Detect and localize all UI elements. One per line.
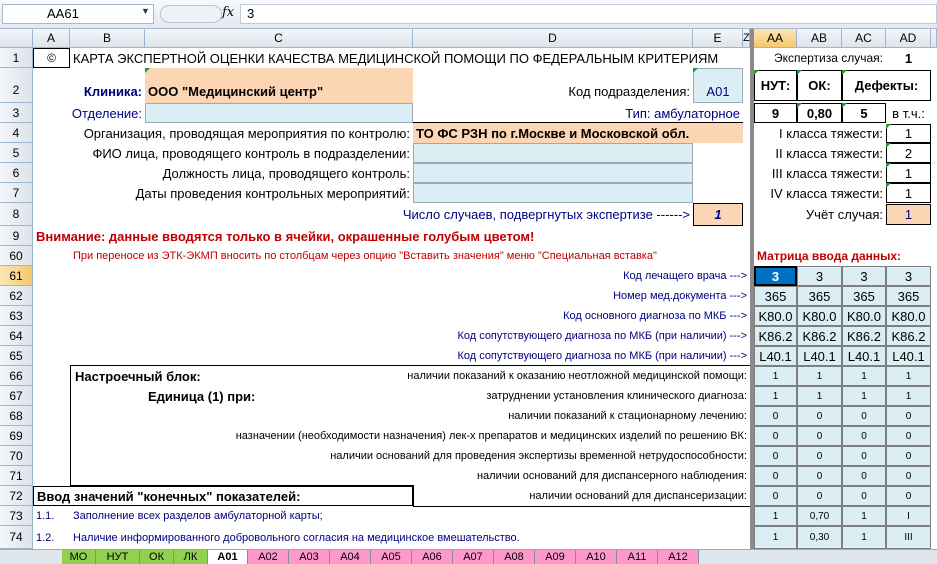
matrix-cell[interactable]: 0	[842, 466, 886, 486]
matrix-cell[interactable]: 1	[886, 386, 931, 406]
org-value[interactable]: ТО ФС РЗН по г.Москве и Московской обл.	[413, 123, 743, 143]
matrix-cell[interactable]: L40.1	[754, 346, 797, 366]
criterion-dispensary: наличии оснований для диспансерного наблюдения:	[476, 470, 747, 482]
class2-label: II класса тяжести:	[775, 145, 883, 161]
setup-block-label: Настроечный блок:	[75, 368, 201, 384]
sheet-tab[interactable]: А01	[208, 550, 248, 564]
matrix-cell[interactable]: K80.0	[842, 306, 886, 326]
matrix-cell[interactable]: 0	[754, 406, 797, 426]
sheet-tab[interactable]: А02	[248, 550, 289, 564]
matrix-cell[interactable]: 1	[754, 526, 797, 549]
sheet-tab[interactable]: ОК	[140, 550, 174, 564]
defects-value: 5	[842, 103, 886, 123]
row-header[interactable]: 65	[0, 346, 33, 366]
matrix-cell[interactable]: 0	[842, 486, 886, 506]
row-header[interactable]: 63	[0, 306, 33, 326]
matrix-cell[interactable]: 0	[886, 486, 931, 506]
col-header-b[interactable]: B	[70, 29, 145, 48]
sheet-tab[interactable]: А06	[412, 550, 453, 564]
department-label: Отделение:	[71, 105, 142, 121]
ok-label: ОК:	[797, 70, 842, 101]
row-header[interactable]: 74	[0, 526, 33, 549]
row-header[interactable]: 72	[0, 486, 33, 506]
org-label: Организация, проводящая мероприятия по контролю:	[83, 125, 410, 141]
col-header-z[interactable]: Z	[743, 29, 750, 48]
unit-when-label: Единица (1) при:	[148, 388, 256, 404]
concomitant-diagnosis-label: Код сопутствующего диагноза по МКБ (при наличии) --->	[457, 330, 747, 342]
criterion-disability: наличии оснований для проведения экспертизы временной нетрудоспособности:	[330, 450, 747, 462]
position-input[interactable]	[413, 163, 693, 183]
row-header[interactable]: 67	[0, 386, 33, 406]
main-diagnosis-label: Код основного диагноза по МКБ --->	[563, 310, 747, 322]
defects-label: Дефекты:	[842, 70, 931, 101]
exam-value: 1	[904, 50, 913, 66]
row-header[interactable]: 68	[0, 406, 33, 426]
row-header[interactable]: 64	[0, 326, 33, 346]
matrix-cell[interactable]: 1	[842, 526, 886, 549]
class3-value: 1	[886, 163, 931, 183]
row-header[interactable]: 5	[0, 143, 33, 163]
transfer-note: При переносе из ЭТК-ЭКМП вносить по столбцам через опцию "Вставить значения" меню "Специальная вставка"	[73, 250, 657, 262]
matrix-cell[interactable]: 0	[842, 446, 886, 466]
final-values-label: Ввод значений "конечных" показателей:	[33, 486, 413, 506]
row-header[interactable]: 8	[0, 203, 33, 226]
unit-code-label: Код подразделения:	[568, 84, 690, 99]
person-input[interactable]	[413, 143, 693, 163]
doctor-code-label: Код лечащего врача --->	[623, 270, 747, 282]
col-header-c[interactable]: C	[145, 29, 413, 48]
matrix-cell[interactable]: 0,70	[797, 506, 842, 526]
copyright-mark: ©	[33, 48, 70, 68]
sheet-tab[interactable]: А07	[453, 550, 494, 564]
nut-label: НУТ:	[754, 70, 797, 101]
name-box[interactable]: AA61	[2, 4, 154, 24]
matrix-cell[interactable]: 0,30	[797, 526, 842, 549]
row-header[interactable]: 60	[0, 246, 33, 266]
criterion-drugs: назначении (необходимости назначения) лек-х препаратов и медицинских изделий по решению ВК:	[235, 430, 747, 442]
criterion-urgent: наличии показаний к оказанию неотложной медицинской помощи:	[407, 370, 747, 382]
matrix-cell[interactable]: 0	[754, 446, 797, 466]
dates-label: Даты проведения контрольных мероприятий:	[135, 185, 410, 201]
matrix-cell[interactable]: 0	[842, 426, 886, 446]
matrix-cell[interactable]: K80.0	[797, 306, 842, 326]
sheet-tab[interactable]: А12	[658, 550, 699, 564]
cases-value[interactable]: 1	[693, 203, 743, 226]
row-header[interactable]: 3	[0, 103, 33, 123]
col-header-a[interactable]: A	[33, 29, 70, 48]
tab-nav-arrows[interactable]	[0, 550, 60, 564]
matrix-cell[interactable]: I	[886, 506, 931, 526]
matrix-cell[interactable]: 0	[886, 426, 931, 446]
col-header-next[interactable]	[931, 29, 937, 48]
row-header[interactable]: 6	[0, 163, 33, 183]
position-label: Должность лица, проводящего контроль:	[162, 165, 410, 181]
criterion-screening: наличии оснований для диспансеризации:	[529, 490, 747, 502]
matrix-cell[interactable]: L40.1	[886, 346, 931, 366]
matrix-cell[interactable]: 0	[797, 426, 842, 446]
row-header[interactable]: 4	[0, 123, 33, 143]
class4-label: IV класса тяжести:	[770, 185, 883, 201]
sheet-tab[interactable]: МО	[62, 550, 96, 564]
exam-label: Экспертиза случая:	[773, 51, 883, 65]
matrix-cell[interactable]: 1	[842, 386, 886, 406]
account-value: 1	[886, 204, 931, 225]
sheet-tab[interactable]: А11	[617, 550, 658, 564]
row-header[interactable]: 66	[0, 366, 33, 386]
row-header[interactable]: 73	[0, 506, 33, 526]
department-input[interactable]	[145, 103, 413, 123]
matrix-cell[interactable]: III	[886, 526, 931, 549]
matrix-cell[interactable]: 0	[797, 466, 842, 486]
item-number: 1.2.	[36, 531, 55, 544]
class3-label: III класса тяжести:	[771, 165, 883, 181]
sheet-title: КАРТА ЭКСПЕРТНОЙ ОЦЕНКИ КАЧЕСТВА МЕДИЦИНСКОЙ ПОМОЩИ ПО ФЕДЕРАЛЬНЫМ КРИТЕРИЯМ	[73, 50, 719, 66]
col-header-ad[interactable]: AD	[886, 29, 931, 48]
name-box-dropdown-icon[interactable]: ▼	[141, 6, 150, 16]
warning-text: Внимание: данные вводятся только в ячейки, окрашенные голубым цветом!	[36, 228, 535, 244]
cases-label: Число случаев, подвергнутых экспертизе ------>	[402, 207, 690, 222]
class4-value: 1	[886, 183, 931, 203]
matrix-cell[interactable]: 0	[886, 406, 931, 426]
matrix-cell[interactable]: 1	[842, 366, 886, 386]
matrix-cell[interactable]: 1	[886, 366, 931, 386]
matrix-cell[interactable]: K86.2	[754, 326, 797, 346]
row-header[interactable]: 71	[0, 466, 33, 486]
formula-bar-controls	[160, 5, 222, 23]
matrix-cell[interactable]: K86.2	[886, 326, 931, 346]
row-header[interactable]: 70	[0, 446, 33, 466]
matrix-cell[interactable]: 3	[886, 266, 931, 286]
unit-code-value[interactable]: А01	[693, 68, 743, 103]
sheet-tabs	[0, 549, 937, 564]
row-header[interactable]: 7	[0, 183, 33, 203]
class2-value: 2	[886, 143, 931, 163]
formula-bar	[0, 0, 937, 29]
matrix-cell[interactable]: 1	[797, 386, 842, 406]
row-header[interactable]: 9	[0, 226, 33, 246]
concomitant-diagnosis-label-2: Код сопутствующего диагноза по МКБ (при наличии) --->	[457, 350, 747, 362]
col-header-ac[interactable]: AC	[842, 29, 886, 48]
matrix-cell[interactable]: 0	[797, 446, 842, 466]
sheet-tab[interactable]: А04	[330, 550, 371, 564]
matrix-cell[interactable]: 3	[797, 266, 842, 286]
type-label: Тип: амбулаторное	[625, 105, 740, 121]
dates-input[interactable]	[413, 183, 693, 203]
criterion-diagnosis: затруднении установления клинического диагноза:	[486, 390, 747, 402]
col-header-aa[interactable]: AA	[754, 29, 797, 48]
matrix-cell-selected[interactable]: 3	[754, 266, 797, 286]
matrix-cell[interactable]: 1	[754, 366, 797, 386]
matrix-cell[interactable]: 3	[842, 266, 886, 286]
matrix-label: Матрица ввода данных:	[757, 249, 902, 263]
item-text: Наличие информированного добровольного согласия на медицинское вмешательство.	[73, 531, 520, 544]
clinic-value[interactable]: ООО "Медицинский центр"	[145, 68, 413, 103]
item-text: Заполнение всех разделов амбулаторной карты;	[73, 510, 323, 522]
col-header-ab[interactable]: AB	[797, 29, 842, 48]
ok-value: 0,80	[797, 103, 842, 123]
incl-label: в т.ч.:	[892, 105, 925, 121]
row-header[interactable]: 69	[0, 426, 33, 446]
matrix-cell[interactable]: K86.2	[797, 326, 842, 346]
matrix-cell[interactable]: K86.2	[842, 326, 886, 346]
sheet-tab[interactable]: А10	[576, 550, 617, 564]
row-header[interactable]: 1	[0, 48, 33, 68]
matrix-cell[interactable]: 0	[797, 406, 842, 426]
criterion-inpatient: наличии показаний к стационарному лечению:	[508, 410, 747, 422]
matrix-cell[interactable]: K80.0	[886, 306, 931, 326]
clinic-label: Клиника:	[83, 84, 142, 99]
account-label: Учёт случая:	[805, 207, 883, 222]
matrix-cell[interactable]: 1	[754, 386, 797, 406]
row-header[interactable]: 2	[0, 68, 33, 103]
row-header[interactable]: 61	[0, 266, 33, 286]
sheet-tab[interactable]: А09	[535, 550, 576, 564]
matrix-cell[interactable]: 365	[754, 286, 797, 306]
matrix-cell[interactable]: 0	[842, 406, 886, 426]
sheet-tab[interactable]: ЛК	[174, 550, 208, 564]
sheet-tab[interactable]: А05	[371, 550, 412, 564]
nut-value: 9	[754, 103, 797, 123]
person-label: ФИО лица, проводящего контроль в подразделении:	[92, 145, 410, 161]
class1-value: 1	[886, 124, 931, 143]
matrix-cell[interactable]: 1	[797, 366, 842, 386]
insert-function-icon[interactable]: fx	[222, 5, 235, 20]
matrix-cell[interactable]: L40.1	[842, 346, 886, 366]
matrix-cell[interactable]: 0	[754, 466, 797, 486]
matrix-cell[interactable]: 0	[754, 486, 797, 506]
doc-number-label: Номер мед.документа --->	[613, 290, 747, 302]
matrix-cell[interactable]: 365	[797, 286, 842, 306]
item-number: 1.1.	[36, 510, 55, 522]
row-header[interactable]: 62	[0, 286, 33, 306]
matrix-cell[interactable]: 0	[797, 486, 842, 506]
sheet-tab[interactable]: НУТ	[96, 550, 140, 564]
col-header-d[interactable]: D	[413, 29, 693, 48]
matrix-cell[interactable]: 365	[886, 286, 931, 306]
col-header-e[interactable]: E	[693, 29, 743, 48]
matrix-cell[interactable]: 0	[886, 466, 931, 486]
matrix-cell[interactable]: K80.0	[754, 306, 797, 326]
sheet-tab[interactable]: А08	[494, 550, 535, 564]
matrix-cell[interactable]: 1	[754, 506, 797, 526]
sheet-tab[interactable]: А03	[289, 550, 330, 564]
formula-input[interactable]: 3	[240, 4, 937, 24]
matrix-cell[interactable]: 0	[886, 446, 931, 466]
matrix-cell[interactable]: 1	[842, 506, 886, 526]
matrix-cell[interactable]: L40.1	[797, 346, 842, 366]
select-all-corner[interactable]	[0, 29, 33, 48]
matrix-cell[interactable]: 0	[754, 426, 797, 446]
class1-label: I класса тяжести:	[779, 125, 883, 141]
matrix-cell[interactable]: 365	[842, 286, 886, 306]
